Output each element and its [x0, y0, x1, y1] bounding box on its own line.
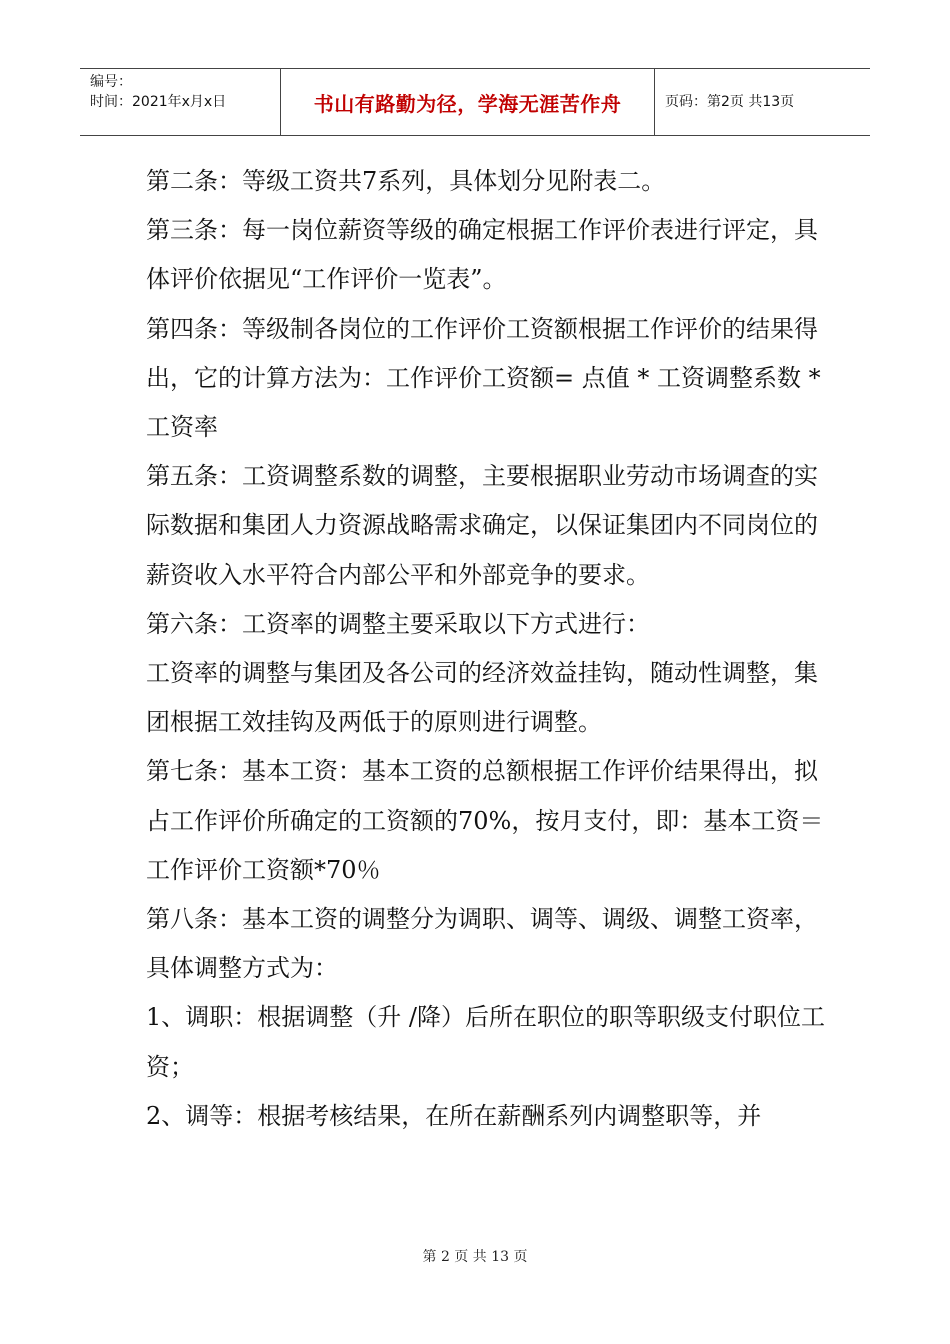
- header-page-info: 页码：第2页 共13页: [665, 94, 795, 110]
- page-header: [80, 68, 870, 136]
- header-motto-cell: [281, 69, 655, 135]
- paragraph-article-4: 第四条：等级制各岗位的工作评价工资额根据工作评价的结果得出，它的计算方法为：工作评价工资额= 点值 * 工资调整系数 * 工资率: [146, 314, 821, 442]
- paragraph-article-6-detail: 工资率的调整与集团及各公司的经济效益挂钩，随动性调整，集团根据工效挂钩及两低于的原则进行调整。: [146, 659, 818, 737]
- document-time-label: 时间：2021年x月x日: [90, 94, 227, 110]
- document-body: [146, 157, 826, 1141]
- paragraph-article-8: 第八条：基本工资的调整分为调职、调等、调级、调整工资率，具体调整方式为：: [146, 905, 818, 983]
- paragraph-article-2: 第二条：等级工资共7系列，具体划分见附表二。: [146, 167, 666, 195]
- paragraph-article-5: 第五条：工资调整系数的调整，主要根据职业劳动市场调查的实际数据和集团人力资源战略需求确定，以保证集团内不同岗位的薪资收入水平符合内部公平和外部竞争的要求。: [146, 462, 818, 589]
- paragraph-item-1: 1、调职：根据调整（升 /降）后所在职位的职等职级支付职位工资；: [146, 1003, 825, 1081]
- document-number-label: 编号：: [90, 74, 132, 90]
- header-motto: 书山有路勤为径，学海无涯苦作舟: [313, 91, 622, 116]
- paragraph-item-2: 2、调等：根据考核结果，在所在薪酬系列内调整职等，并: [146, 1101, 762, 1130]
- paragraph-article-7: 第七条：基本工资：基本工资的总额根据工作评价结果得出，拟占工作评价所确定的工资额的70%，按月支付，即：基本工资＝工作评价工资额*70％: [146, 757, 824, 884]
- page-footer: 第 2 页 共 13 页: [422, 1249, 528, 1265]
- paragraph-article-6: 第六条：工资率的调整主要采取以下方式进行：: [146, 609, 650, 638]
- header-meta-cell: [80, 69, 281, 135]
- header-page-cell: [655, 69, 870, 135]
- paragraph-article-3: 第三条：每一岗位薪资等级的确定根据工作评价表进行评定，具体评价依据见“工作评价一览表”。: [146, 216, 818, 294]
